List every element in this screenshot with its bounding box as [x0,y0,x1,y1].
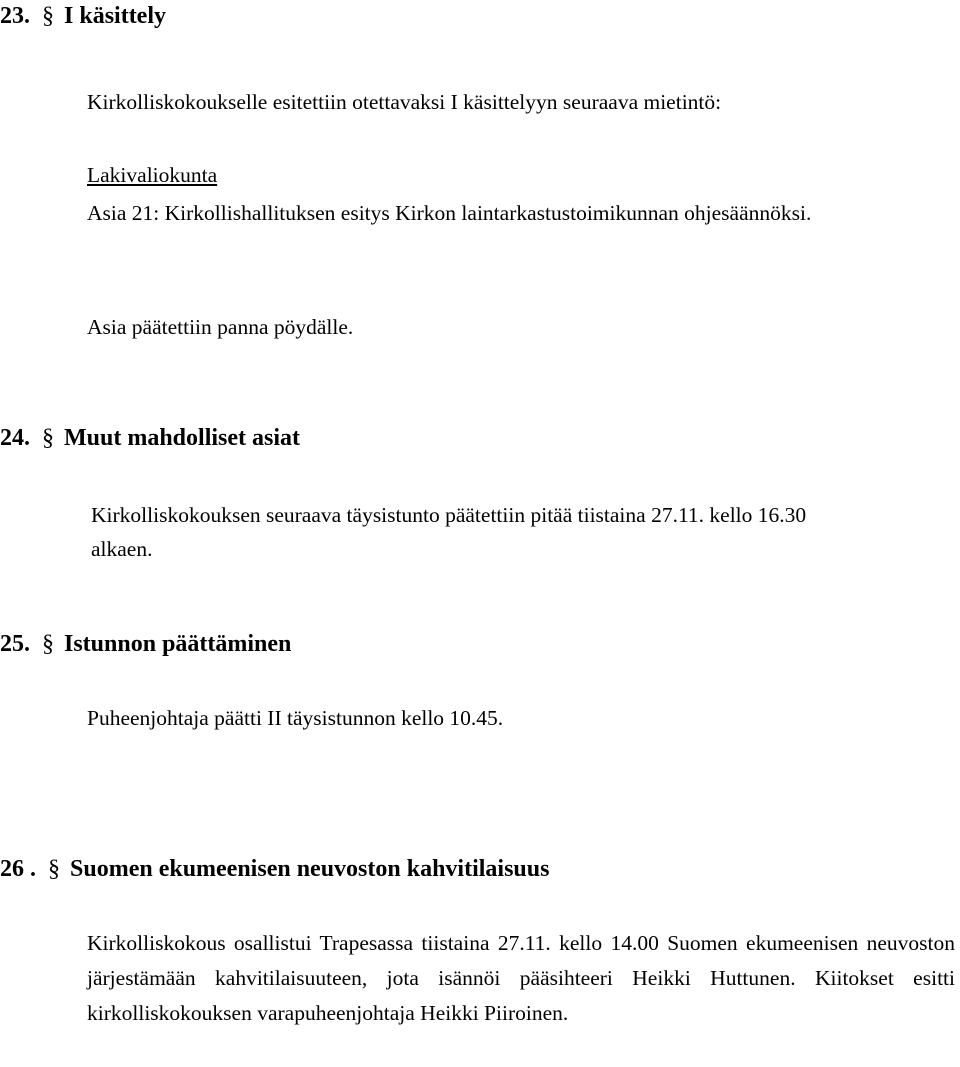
committee-name: Lakivaliokunta [87,163,218,187]
section-number: 24. [0,425,30,451]
section-sign: § [42,425,54,451]
section-heading-25 [0,630,291,658]
paragraph-coffee-event: Kirkolliskokous osallistui Trapesassa tiistaina 27.11. kello 14.00 Suomen ekumeenisen neuvoston järjestämään kahvitilaisuuteen, jota isännöi pääsihteeri Heikki Huttunen. Kiitokset esitti kirkolliskokouksen varapuheenjohtaja Heikki Piiroinen. [87,931,955,1025]
section-title: Muut mahdolliset asiat [64,425,301,451]
section-title: I käsittely [64,3,166,29]
section-number: 23. [0,3,30,29]
section-sign: § [42,3,54,29]
section-heading-26 [0,855,549,883]
section-sign: § [48,856,60,882]
section-title: Suomen ekumeenisen neuvoston kahvitilaisuus [70,856,550,882]
paragraph-intro: Kirkolliskokoukselle esitettiin otettavaksi I käsittelyyn seuraava mietintö: [87,90,722,114]
section-number: 25. [0,631,30,657]
paragraph-matter: Asia 21: Kirkollishallituksen esitys Kirkon laintarkastustoimikunnan ohjesäännöksi. [87,201,812,225]
section-heading-23 [0,2,166,30]
paragraph-next-session: Kirkolliskokouksen seuraava täysistunto päätettiin pitää tiistaina 27.11. kello 16.30 alkaen. [91,503,807,561]
paragraph-closing: Puheenjohtaja päätti II täysistunnon kello 10.45. [87,706,504,730]
section-title: Istunnon päättäminen [64,631,292,657]
section-sign: § [42,631,54,657]
section-number: 26 . [0,856,36,882]
section-heading-24 [0,424,300,452]
paragraph-decision: Asia päätettiin panna pöydälle. [87,315,354,339]
